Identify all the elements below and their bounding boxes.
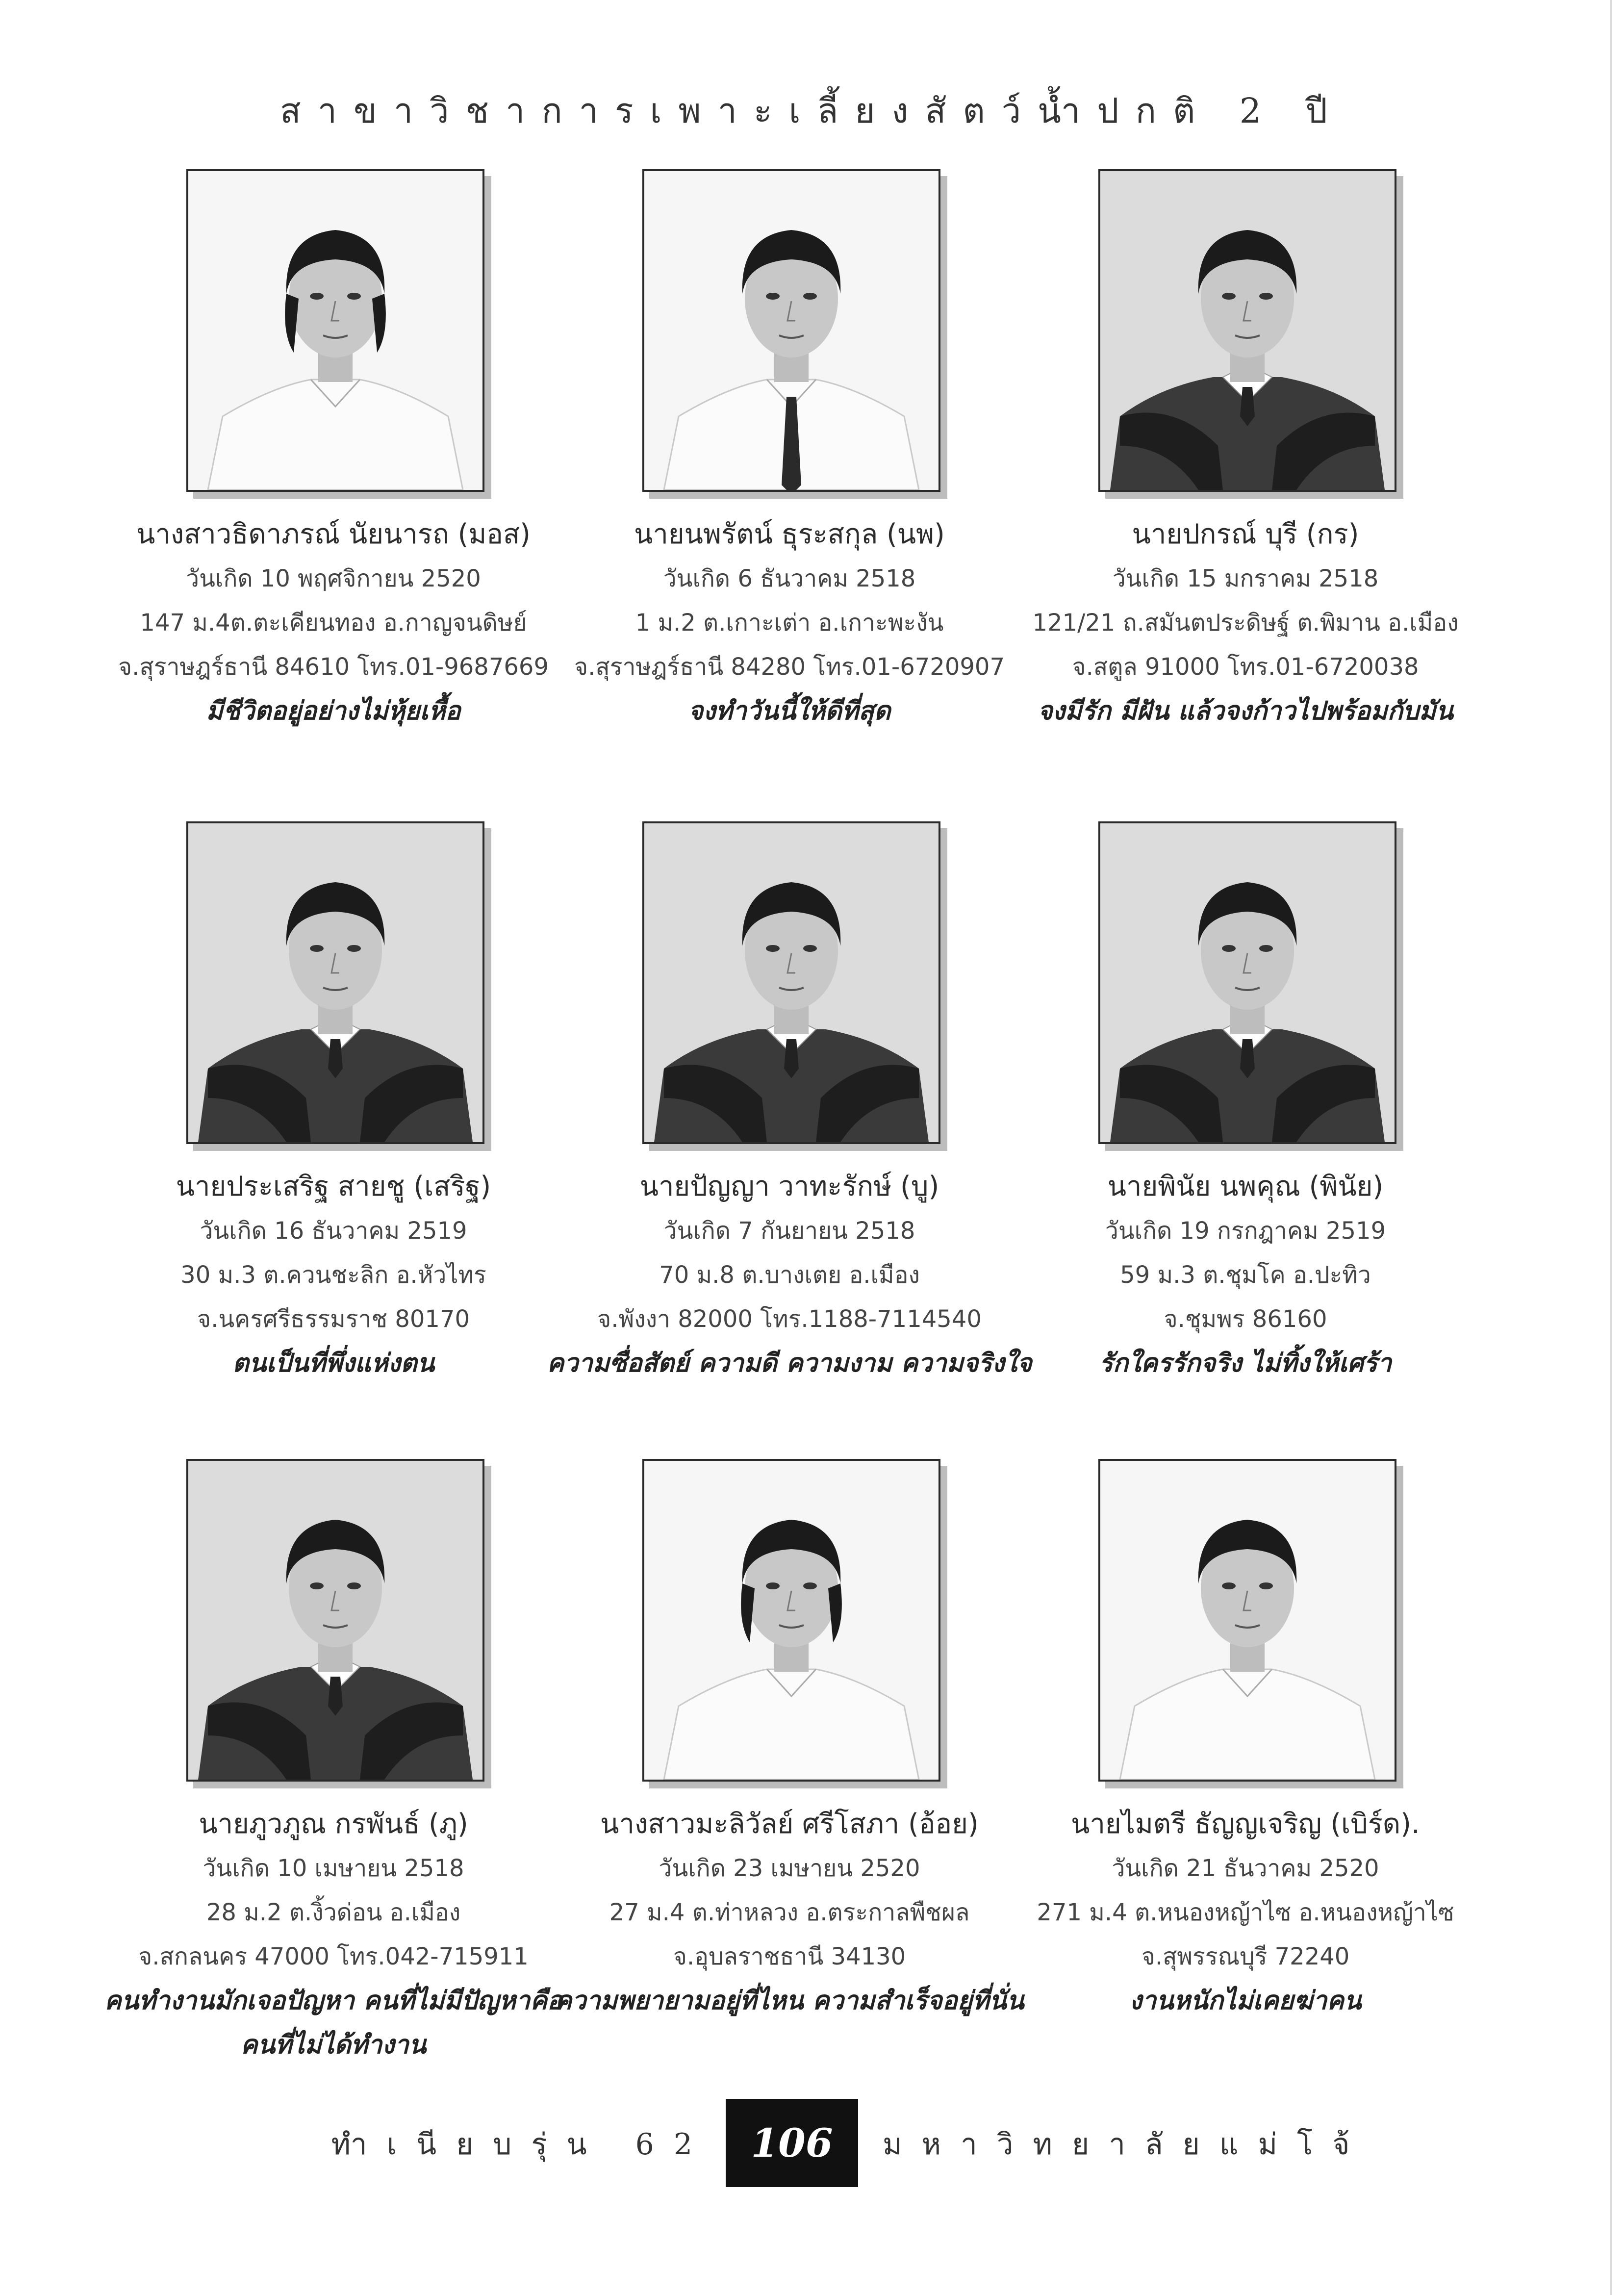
student-photo [1098,169,1396,492]
student-photo [186,169,484,492]
student-motto: ตนเป็นที่พึ่งแห่งตน [232,1349,435,1378]
student-photo [1098,821,1396,1144]
student-motto: รักใครรักจริง ไม่ทิ้งให้เศร้า [1099,1349,1392,1378]
student-address-line1: 147 ม.4ต.ตะเคียนทอง อ.กาญจนดิษย์ [140,609,527,637]
student-motto: งานหนักไม่เคยฆ่าคน [1129,1986,1362,2015]
student-birthdate: วันเกิด 15 มกราคม 2518 [1112,565,1379,592]
portrait-illustration [188,171,482,490]
student-info [1000,1802,1491,2023]
student-motto: จงทำวันนี้ให้ดีที่สุด [688,696,891,726]
portrait-illustration [1100,1461,1395,1780]
student-info [88,1165,579,1385]
student-info [544,512,1035,733]
student-photo [642,821,940,1144]
student-birthdate: วันเกิด 16 ธันวาคม 2519 [200,1217,467,1245]
student-name: นายไมตรี ธัญญเจริญ (เบิร์ด). [1071,1808,1420,1840]
student-info [544,1165,1035,1385]
student-address-line2: จ.สกลนคร 47000 โทร.042-715911 [138,1943,529,1970]
student-address-line2: จ.อุบลราชธานี 34130 [673,1943,906,1970]
student-address-line1: 27 ม.4 ต.ท่าหลวง อ.ตระกาลพืชผล [609,1899,970,1926]
student-address-line2: จ.สตูล 91000 โทร.01-6720038 [1072,653,1419,681]
student-name: นายพินัย นพคุณ (พินัย) [1107,1171,1384,1202]
portrait-illustration [644,171,939,490]
student-name: นางสาวธิดาภรณ์ นัยนารถ (มอส) [136,518,531,550]
student-motto: ความซื่อสัตย์ ความดี ความงาม ความจริงใจ [547,1349,1032,1378]
student-name: นายนพรัตน์ ธุระสกุล (นพ) [634,518,945,550]
page-title: สาขาวิชาการเพาะเลี้ยงสัตว์น้ำปกติ 2 ปี [280,91,1344,131]
student-address-line1: 121/21 ถ.สมันตประดิษฐ์ ต.พิมาน อ.เมือง [1032,609,1459,637]
student-birthdate: วันเกิด 23 เมษายน 2520 [659,1855,920,1882]
student-photo [642,169,940,492]
student-address-line1: 271 ม.4 ต.หนองหญ้าไซ อ.หนองหญ้าไซ [1037,1899,1454,1926]
student-photo [186,1459,484,1782]
portrait-illustration [188,1461,482,1780]
page-number: 106 [726,2099,858,2187]
student-photo [642,1459,940,1782]
student-motto: คนทำงานมักเจอปัญหา คนที่ไม่มีปัญหาคือคนที่ไม่ได้ทำงาน [104,1986,563,2060]
student-address-line1: 70 ม.8 ต.บางเตย อ.เมือง [659,1261,920,1289]
student-motto: มีชีวิตอยู่อย่างไม่หุ้ยเหื้อ [206,696,461,726]
footer-university-label: มหาวิทยาลัยแม่โจ้ [883,2127,1370,2162]
student-photo [186,821,484,1144]
student-motto: จงมีรัก มีฝัน แล้วจงก้าวไปพร้อมกับมัน [1038,696,1453,726]
student-address-line2: จ.ชุมพร 86160 [1164,1305,1327,1333]
student-birthdate: วันเกิด 10 พฤศจิกายน 2520 [186,565,481,592]
student-motto: ความพยายามอยู่ที่ไหน ความสำเร็จอยู่ที่นั่น [555,1986,1024,2015]
student-birthdate: วันเกิด 10 เมษายน 2518 [203,1855,464,1882]
student-info [544,1802,1035,2023]
portrait-illustration [644,1461,939,1780]
portrait-illustration [188,823,482,1142]
student-address-line2: จ.สุราษฎร์ธานี 84610 โทร.01-9687669 [118,653,549,681]
student-birthdate: วันเกิด 21 ธันวาคม 2520 [1112,1855,1379,1882]
student-info [1000,1165,1491,1385]
student-address-line2: จ.พังงา 82000 โทร.1188-7114540 [597,1305,982,1333]
student-birthdate: วันเกิด 6 ธันวาคม 2518 [663,565,916,592]
portrait-illustration [1100,823,1395,1142]
page-footer [0,2099,1624,2187]
student-photo [1098,1459,1396,1782]
portrait-illustration [644,823,939,1142]
student-address-line1: 30 ม.3 ต.ควนชะลิก อ.หัวไทร [180,1261,486,1289]
student-info [88,512,579,733]
student-birthdate: วันเกิด 7 กันยายน 2518 [663,1217,915,1245]
student-name: นายประเสริฐ สายชู (เสริฐ) [176,1171,491,1202]
student-address-line2: จ.นครศรีธรรมราช 80170 [197,1305,470,1333]
portrait-illustration [1100,171,1395,490]
footer-yearbook-label: ทำเนียบรุ่น 62 [331,2127,712,2162]
student-address-line2: จ.สุพรรณบุรี 72240 [1141,1943,1350,1970]
student-address-line1: 1 ม.2 ต.เกาะเต่า อ.เกาะพะงัน [635,609,944,637]
student-name: นายปัญญา วาทะรักษ์ (บู) [639,1171,939,1202]
student-address-line2: จ.สุราษฎร์ธานี 84280 โทร.01-6720907 [574,653,1005,681]
student-name: นายปกรณ์ บุรี (กร) [1132,518,1359,550]
student-name: นางสาวมะลิวัลย์ ศรีโสภา (อ้อย) [600,1808,979,1840]
student-address-line1: 59 ม.3 ต.ชุมโค อ.ปะทิว [1120,1261,1371,1289]
student-address-line1: 28 ม.2 ต.งิ้วด่อน อ.เมือง [206,1899,461,1926]
student-info [1000,512,1491,733]
student-info [88,1802,579,2067]
student-birthdate: วันเกิด 19 กรกฎาคม 2519 [1105,1217,1386,1245]
student-name: นายภูวภูณ กรพันธ์ (ภู) [199,1808,468,1840]
